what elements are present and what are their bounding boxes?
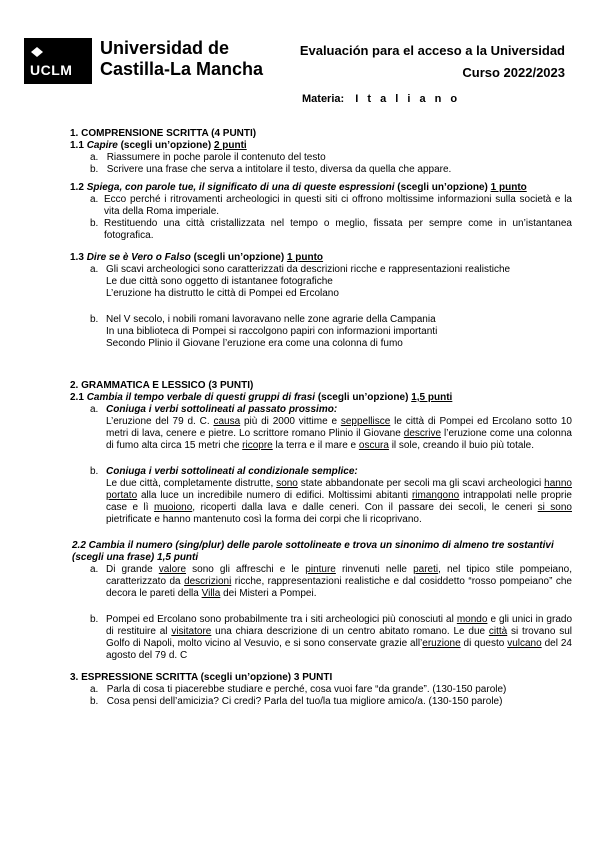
- section-1-title: 1. COMPRENSIONE SCRITTA (4 PUNTI): [70, 128, 257, 139]
- question-2-2-b: b. Pompei ed Ercolano sono probabilmente tra i siti archeologici più conosciuti al mondo e gli unici in grado di restituire al visitatore una chiara descrizione di un centro abitato romano. Le due città si trovano sul Golfo di Napoli, molto vicino al Vesuvio, e si sono conservate grazie all’eruzione di questo vulcano del 24 agosto del 79 d. C: [90, 614, 573, 661]
- question-1-1-a: a. Riassumere in poche parole il contenuto del testo: [90, 152, 326, 163]
- exam-title: Evaluación para el acceso a la Universidad: [299, 43, 565, 58]
- uclm-logo: [24, 38, 92, 84]
- question-1-1: 1.1 Capire (scegli un’opzione) 2 punti: [70, 140, 247, 151]
- question-2-2: 2.2 Cambia il numero (sing/plur) delle parole sottolineate e trova un sinonimo di almeno tre sostantivi (scegli una frase) 1,5 punti: [72, 540, 554, 563]
- logo-text: UCLM: [30, 62, 73, 78]
- question-1-1-b: b. Scrivere una frase che serva a intitolare il testo, diversa da quella che appare.: [90, 164, 452, 175]
- university-name: Universidad de Castilla-La Mancha: [100, 38, 264, 79]
- question-3-a: a. Parla di cosa ti piacerebbe studiare e perché, cosa vuoi fare “da grande”. (130-150 parole): [90, 684, 507, 695]
- question-1-3-a: a. Gli scavi archeologici sono caratterizzati da descrizioni ricche e rappresentazioni realistiche Le due città sono oggetto di istantanee fotografiche L’eruzione ha distrutto le città di Pompei ed Ercolano: [90, 264, 511, 299]
- question-1-3: 1.3 Dire se è Vero o Falso (scegli un’opzione) 1 punto: [70, 252, 324, 263]
- question-1-2: 1.2 Spiega, con parole tue, il significato di una di queste espressioni (scegli un’opzione) 1 punto: [70, 182, 527, 193]
- question-1-3-b: b. Nel V secolo, i nobili romani lavoravano nelle zone agrarie della Campania In una biblioteca di Pompei si raccolgono papiri con informazioni importanti Secondo Plinio il Giovane l’eruzione era come una colonna di fumo: [90, 314, 438, 349]
- subject-line: Materia: I t a l i a n o: [302, 93, 461, 105]
- section-2-title: 2. GRAMMATICA E LESSICO (3 PUNTI): [70, 380, 254, 391]
- exam-body: [60, 128, 572, 708]
- question-3-b: b. Cosa pensi dell’amicizia? Ci credi? Parla del tuo/la tua migliore amico/a. (130-150 parole): [90, 696, 503, 707]
- uclm-emblem-icon: [30, 46, 44, 58]
- exam-header: [300, 40, 565, 84]
- question-2-1: 2.1 Cambia il tempo verbale di questi gruppi di frasi (scegli un’opzione) 1,5 punti: [70, 392, 453, 403]
- question-1-2-a: a. Ecco perché i ritrovamenti archeologici in questi siti ci offrono moltissime informazioni sulla società e la vita della Roma imperiale.: [90, 194, 572, 217]
- question-1-2-b: b. Restituendo una città cristallizzata nel tempo o meglio, fissata per sempre come in un’istantanea fotografica.: [90, 218, 572, 241]
- question-2-1-b: b. Coniuga i verbi sottolineati al condizionale semplice: Le due città, completamente distrutte, sono state abbandonate per secoli ma gli scavi archeologici hanno portato alla luce un incredibile numero di edifici. Moltissimi abitanti rimangono intrappolati nelle proprie case e lì muoiono, ricoperti dalla lava e dalle ceneri. Con il passare dei secoli, le ceneri si sono pietrificate e hanno mantenuto così la forma dei corpi che li ricoprivano.: [90, 466, 572, 525]
- section-3-title: 3. ESPRESSIONE SCRITTA (scegli un’opzione) 3 PUNTI: [70, 672, 333, 683]
- exam-course: Curso 2022/2023: [462, 65, 565, 80]
- question-2-1-a: a. Coniuga i verbi sottolineati al passato prossimo: L’eruzione del 79 d. C. causa più di 2000 vittime e seppellisce le città di Pompei ed Ercolano sotto 10 metri di lava, cenere e pietre. Lo scrittore romano Plinio il Giovane descrive l’eruzione come una colonna di fumo alta circa 15 metri che ricopre la terra e il mare e oscura il sole, creando il buio più totale.: [90, 404, 572, 451]
- question-2-2-a: a. Di grande valore sono gli affreschi e le pinture rinvenuti nelle pareti, nel tipico stile pompeiano, caratterizzato da descrizioni ricche, rappresentazioni realistiche e dal cosiddetto “rosso pompeiano” che decora le pareti della Villa dei Misteri a Pompei.: [90, 564, 573, 599]
